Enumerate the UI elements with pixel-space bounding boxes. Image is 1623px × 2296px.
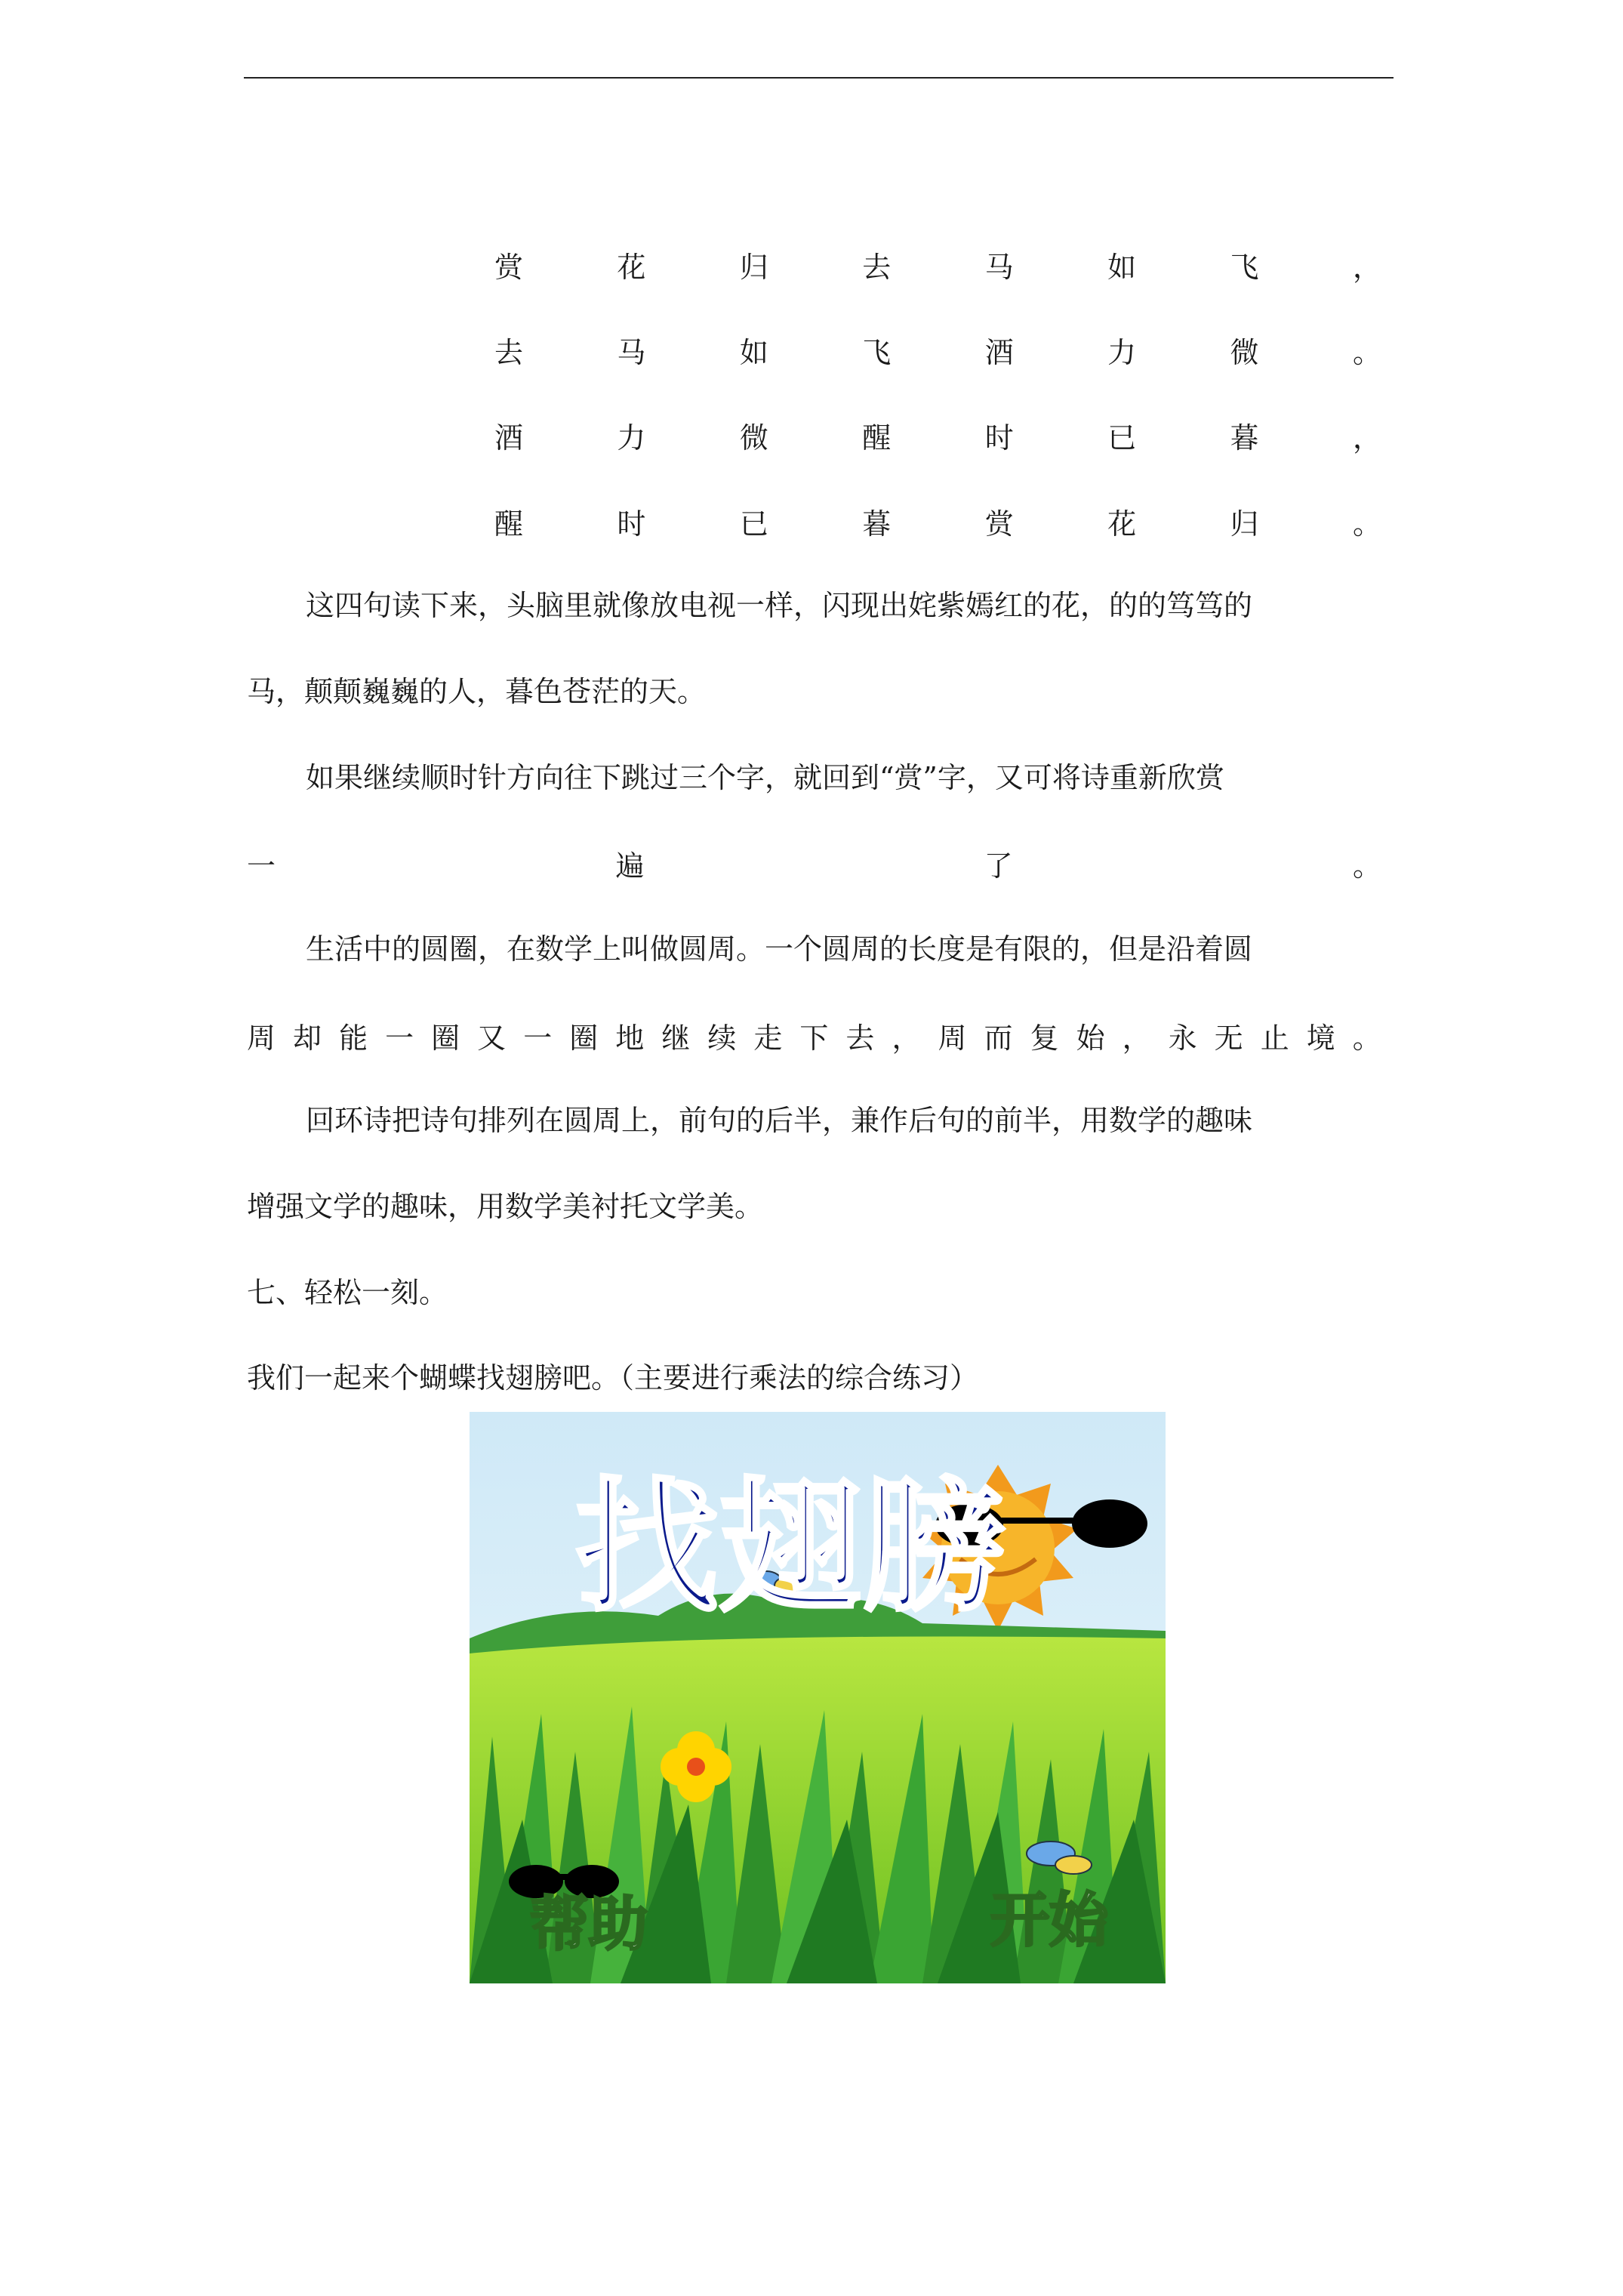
poem-char: 酒 [984,335,1014,369]
poem-char: 马 [617,335,646,369]
poem-char: 飞 [1230,250,1259,284]
poem-char: 已 [1107,421,1137,455]
spaced-char: 地 [615,1021,645,1055]
paragraph-line: 回环诗把诗句排列在圆周上，前句的后半，兼作后句的前半，用数学的趣味 [306,1104,1253,1137]
spaced-char: 境 [1306,1021,1335,1055]
spaced-char: 一 [247,849,276,883]
start-button[interactable]: 开始 [990,1887,1109,1955]
spaced-char: 。 [1352,1021,1381,1055]
poem-char: 。 [1352,335,1381,369]
poem-char: 已 [739,507,768,541]
paragraph-line: 如果继续顺时针方向往下跳过三个字，就回到“赏”字，又可将诗重新欣赏 [306,761,1224,794]
poem-row [494,327,1381,372]
poem-char: 微 [1230,335,1259,369]
paragraph-line-spaced [247,1012,1381,1058]
spaced-char: 圈 [431,1021,460,1055]
spaced-char: ， [1122,1021,1151,1055]
poem-char: 马 [984,250,1014,284]
poem-char: 花 [1107,507,1137,541]
poem-char: 赏 [494,250,524,284]
poem-char: 去 [494,335,524,369]
poem-char: 力 [617,421,646,455]
spaced-char: 了 [984,849,1013,883]
paragraph-line: 这四句读下来，头脑里就像放电视一样，闪现出姹紫嫣红的花，的的笃笃的 [306,589,1253,622]
spaced-char: 又 [477,1021,507,1055]
paragraph-line: 马，颠颠巍巍的人，暮色苍茫的天。 [247,675,707,708]
poem-char: ， [1352,250,1381,284]
poem-char: 时 [984,421,1014,455]
game-title: 找翅膀 [575,1464,1006,1631]
paragraph-line: 生活中的圆圈，在数学上叫做圆周。一个圆周的长度是有限的，但是沿着圆 [306,932,1253,966]
poem-char: 微 [739,421,768,455]
poem-char: 如 [739,335,768,369]
poem-char: 暮 [1230,421,1259,455]
spaced-char: 能 [339,1021,368,1055]
spaced-char: 一 [523,1021,553,1055]
spaced-char: 复 [1030,1021,1059,1055]
game-splash-image [470,1412,1166,1983]
section-heading: 七、轻松一刻。 [247,1276,448,1309]
poem-char: 时 [617,507,646,541]
spaced-char: 始 [1076,1021,1105,1055]
spaced-char: 永 [1168,1021,1197,1055]
poem-char: 归 [1230,507,1259,541]
poem-row [494,412,1381,458]
game-intro: 我们一起来个蝴蝶找翅膀吧。（主要进行乘法的综合练习） [247,1361,979,1395]
spaced-char: 走 [753,1021,783,1055]
poem-char: 酒 [494,421,524,455]
spaced-char: 周 [247,1021,276,1055]
spaced-char: 继 [661,1021,691,1055]
spaced-char: 却 [293,1021,322,1055]
spaced-char: 圈 [569,1021,599,1055]
spaced-char: 无 [1214,1021,1243,1055]
spaced-char: 遍 [615,849,645,883]
spaced-char: 周 [938,1021,967,1055]
header-rule [244,77,1394,79]
poem-char: 去 [862,250,892,284]
poem-char: 花 [617,250,646,284]
poem-char: 力 [1107,335,1137,369]
poem-char: 飞 [862,335,892,369]
poem-char: 醒 [862,421,892,455]
paragraph-line: 增强文学的趣味，用数学美衬托文学美。 [247,1190,764,1223]
poem-char: 。 [1352,507,1381,541]
poem-char: 赏 [984,507,1014,541]
help-button[interactable]: 帮助 [530,1891,648,1959]
spaced-char: 。 [1352,849,1381,883]
spaced-char: 去 [845,1021,875,1055]
spaced-char: 下 [799,1021,829,1055]
poem-char: 暮 [862,507,892,541]
poem-char: 归 [739,250,768,284]
paragraph-line-spaced [247,840,1381,886]
poem-char: 醒 [494,507,524,541]
poem-char: 如 [1107,250,1137,284]
poem-row [494,498,1381,544]
spaced-char: 而 [984,1021,1013,1055]
poem-row [494,242,1381,287]
spaced-char: 一 [385,1021,414,1055]
poem-char: ， [1352,421,1381,455]
spaced-char: ， [892,1021,921,1055]
spaced-char: 止 [1260,1021,1289,1055]
spaced-char: 续 [707,1021,737,1055]
